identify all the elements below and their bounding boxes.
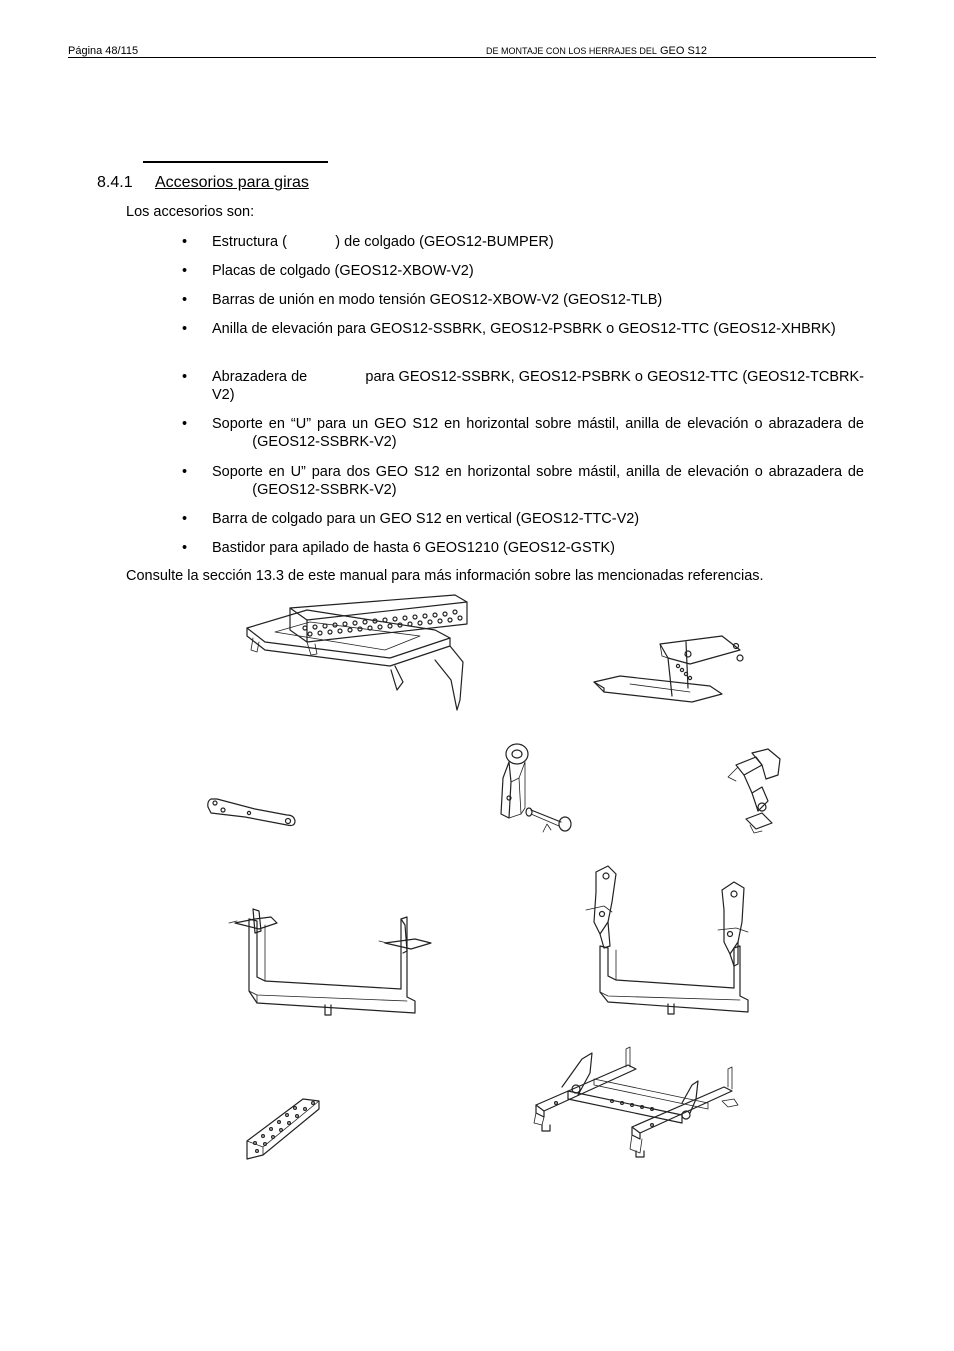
list-item-text: Bastidor para apilado de hasta 6 GEOS1210 (GEOS12-GSTK) [212,540,615,556]
list-item [182,262,864,280]
bullet-icon: • [182,416,188,432]
accessory-list [182,233,864,557]
bumper-frame-drawing [245,600,475,715]
list-item [182,233,864,251]
list-item [182,320,864,356]
header-rule [68,57,876,58]
single-u-bracket-drawing [225,905,425,1023]
clamp-drawing [722,745,784,835]
list-item [182,539,864,557]
list-item-text: Anilla de elevación para GEOS12-SSBRK, GEOS12-PSBRK o GEOS12-TTC (GEOS12-XHBRK) [212,321,836,337]
list-item-text: Soporte en “U” para un GEO S12 en horizontal sobre mástil, anilla de elevación o abrazadera de (GEOS12-SSBRK-V2) [212,416,864,450]
list-item-text: Barras de unión en modo tensión GEOS12-XBOW-V2 (GEOS12-TLB) [212,292,663,308]
section-number: 8.4.1 [97,174,133,191]
vertical-hanging-bar-drawing [243,1095,323,1161]
intro-text: Los accesorios son: [126,204,255,220]
list-item-text: Soporte en U” para dos GEO S12 en horizontal sobre mástil, anilla de elevación o abrazadera de (GEOS12-SSBRK-V2) [212,464,864,498]
lifting-ring-drawing [495,742,580,837]
running-header-product: GEO S12 [659,45,708,57]
list-item-text: Estructura ( ) de colgado (GEOS12-BUMPER) [212,234,554,250]
bullet-icon: • [182,540,188,556]
double-u-bracket-drawing [578,862,763,1022]
list-item [182,463,864,499]
bullet-icon: • [182,511,188,527]
ground-stack-frame-drawing [532,1043,747,1161]
bullet-icon: • [182,292,188,308]
bullet-icon: • [182,369,188,385]
bullet-icon: • [182,234,188,250]
list-item-text: Placas de colgado (GEOS12-XBOW-V2) [212,263,474,279]
bullet-icon: • [182,263,188,279]
bullet-icon: • [182,321,188,337]
running-header-title: DE MONTAJE CON LOS HERRAJES DEL [486,46,657,56]
page-number: Página 48/115 [68,45,139,57]
section-title: Accesorios para giras [155,174,309,191]
list-item [182,510,864,528]
list-item-text: Barra de colgado para un GEO S12 en vertical (GEOS12-TTC-V2) [212,511,640,527]
hanging-plates-drawing [590,630,760,710]
list-item [182,415,864,451]
section-rule [143,161,328,163]
bullet-icon: • [182,464,188,480]
running-header [486,45,707,57]
reference-note: Consulte la sección 13.3 de este manual para más información sobre las mencionadas referencias. [126,568,764,584]
section-heading [97,174,309,192]
tension-link-bar-drawing [205,795,297,831]
list-item-text: Abrazadera de para GEOS12-SSBRK, GEOS12-PSBRK o GEOS12-TTC (GEOS12-TCBRK-V2) [212,369,864,403]
list-item [182,368,864,404]
list-item [182,291,864,309]
